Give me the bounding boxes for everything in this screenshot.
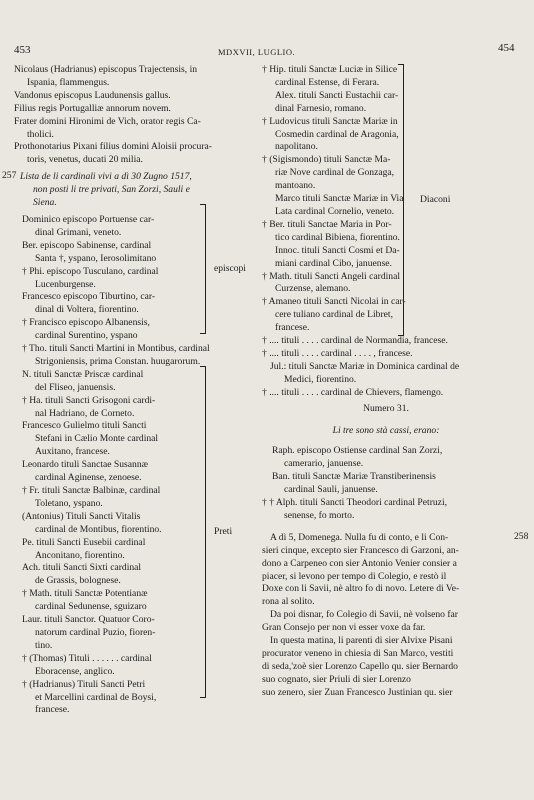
text-line: † .... tituli . . . . cardinal de Chievers, flamengo.: [262, 386, 444, 398]
diaconi-label: Diaconi: [420, 194, 451, 205]
text-line: tholici.: [27, 128, 54, 140]
text-line: † .... tituli . . . . cardinal de Normandia, francese.: [262, 335, 448, 347]
text-line: di seda,'zoè sier Lorenzo Capello qu. sier Bernardo: [262, 660, 458, 672]
text-line: riæ Nove cardinal de Gonzaga,: [275, 167, 395, 179]
text-line: Francesco Gulielmo tituli Sancti: [22, 420, 147, 432]
cassi-title: Li tre sono stà cassi, erano:: [332, 425, 440, 437]
text-line: et Marcellini cardinal de Boysi,: [35, 691, 157, 703]
text-line: (Antonius) Tituli Sancti Vitalis: [22, 510, 141, 522]
text-line: cardinal Sedunense, sguizaro: [35, 601, 147, 613]
diaconi-bracket: [398, 64, 404, 336]
text-line: francese.: [275, 322, 310, 334]
episcopi-label: episcopi: [214, 263, 246, 274]
text-line: In questa matina, li parenti di sier Alvixe Pisani: [270, 635, 453, 647]
text-line: Vandonus episcopus Laudunensis gallus.: [14, 89, 171, 101]
cassi-group: [262, 445, 510, 522]
text-line: Strigoniensis, prima Constan. huugarorum.: [35, 355, 201, 367]
text-line: Da poi disnar, fo Colegio di Savii, nè volseno far: [270, 609, 458, 621]
text-line: A dì 5, Domenega. Nulla fu di conto, e li Con-: [270, 531, 449, 543]
text-line: Siena.: [33, 197, 57, 209]
diaconi-group: [262, 64, 510, 335]
text-line: Marco tituli Sanctæ Mariæ in Via: [275, 193, 404, 205]
text-line: cardinal Surentino, yspano: [35, 330, 138, 342]
text-line: cardinal Sauli, januense.: [284, 484, 378, 496]
text-line: Alex. tituli Sancti Eustachii car-: [275, 89, 399, 101]
text-line: † Math. tituli Sanctæ Potentianæ: [22, 588, 148, 600]
text-line: Gran Consejo per non vi esser voxe da far.: [262, 622, 426, 634]
text-line: Lata cardinal Cornelio, veneto.: [275, 205, 395, 217]
more-cardinals: [262, 335, 510, 400]
episcopi-bracket: [200, 204, 206, 334]
text-line: Nicolaus (Hadrianus) episcopus Trajectensis, in: [14, 64, 198, 75]
text-line: Prothonotarius Pixani filius domini Aloisii procura-: [14, 141, 212, 153]
text-line: napolitano.: [275, 141, 318, 153]
text-line: cardinal de Montibus, fiorentino.: [35, 523, 162, 535]
right-column: [262, 64, 510, 700]
text-line: Filius regis Portugalliæ annorum novem.: [14, 102, 171, 114]
text-line: † Francisco episcopo Albanensis,: [22, 317, 150, 329]
text-line: † Hip. tituli Sanctæ Luciæ in Silice: [262, 64, 398, 75]
text-line: rona al solito.: [262, 596, 315, 608]
text-line: Raph. episcopo Ostiense cardinal San Zorzi,: [272, 445, 443, 457]
text-line: † (Sigismondo) tituli Sanctæ Ma-: [262, 154, 391, 166]
text-line: de Grassis, bolognese.: [35, 575, 121, 587]
text-line: mantoano.: [275, 180, 316, 192]
text-line: Auxitano, francese.: [35, 446, 110, 458]
text-line: francese.: [35, 704, 70, 716]
right-page-number: 454: [498, 42, 515, 54]
left-page-number: 453: [14, 44, 31, 56]
text-line: suo zenero, sier Zuan Francesco Justinian qu. sier: [262, 686, 453, 698]
text-line: procurator veneno in chiesia di San Marco, vestiti: [262, 647, 454, 659]
text-line: dinal Farnesio, romano.: [275, 102, 367, 114]
list-title: [14, 171, 254, 210]
text-line: dinal Grimani, veneto.: [35, 226, 122, 238]
text-line: † Tho. tituli Sancti Martini in Montibus, cardinal: [22, 343, 210, 355]
preti-label: Preti: [214, 526, 233, 537]
text-line: Anconitano, fiorentino.: [35, 549, 125, 561]
text-line: Ach. tituli Sancti Sixti cardinal: [22, 562, 142, 574]
episcopi-group: [14, 214, 254, 343]
text-line: Pe. tituli Sancti Eusebii cardinal: [22, 536, 146, 548]
text-line: Stefani in Cælio Monte cardinal: [35, 433, 159, 445]
preti-bracket: [200, 366, 206, 698]
text-line: † † Alph. tituli Sancti Theodori cardinal Petruzi,: [262, 497, 448, 508]
text-line: Ber. episcopo Sabinense, cardinal: [22, 239, 152, 251]
text-line: Santa †, yspano, Ierosolimitano: [35, 252, 157, 264]
text-line: Lucenburgense.: [35, 278, 96, 290]
text-line: piacer, si levono per tempo di Colegio, e restò il: [262, 570, 447, 582]
numero-line: Numero 31.: [363, 402, 409, 414]
running-title: MDXVII, LUGLIO.: [218, 47, 296, 57]
text-line: † Amaneo tituli Sancti Nicolai in car-: [262, 296, 406, 308]
text-line: Leonardo tituli Sanctae Susannæ: [22, 459, 149, 471]
text-line: † .... tituli . . . . cardinal . . . . , francese.: [262, 347, 413, 359]
text-line: Ban. tituli Sanctæ Mariæ Transtiberinensis: [272, 471, 436, 483]
text-line: Ispania, flammengus.: [27, 76, 110, 88]
text-line: Innoc. tituli Sancti Cosmi et Da-: [275, 244, 400, 256]
left-column: [14, 64, 254, 717]
text-line: Dominico episcopo Portuense car-: [22, 213, 155, 225]
text-line: † Fr. tituli Sanctæ Balbinæ, cardinal: [22, 485, 161, 496]
margin-number: 257: [2, 170, 17, 181]
text-line: Frater domini Hironimi de Vich, orator regis Ca-: [14, 115, 201, 127]
text-line: tico cardinal Bibiena, fiorentino.: [275, 231, 400, 243]
text-line: † Phi. episcopo Tusculano, cardinal: [22, 265, 159, 277]
text-line: sieri cinque, excepto sier Francesco di Garzoni, an-: [262, 544, 459, 556]
text-line: tino.: [35, 639, 53, 651]
text-line: cardinal Estense, di Ferara.: [275, 76, 380, 88]
entry-258: [262, 532, 510, 700]
text-line: Laur. tituli Sanctor. Quatuor Coro-: [22, 614, 155, 626]
text-line: † Math. tituli Sancti Angeli cardinal: [262, 270, 401, 282]
text-line: † (Hadrianus) Tituli Sancti Petri: [22, 678, 146, 690]
text-line: senense, fo morto.: [284, 509, 355, 521]
text-line: Toletano, yspano.: [35, 497, 103, 509]
text-line: suo cognato, sier Priuli di sier Lorenzo: [262, 673, 411, 685]
text-line: † Ludovicus tituli Sanctæ Mariæ in: [262, 115, 398, 127]
text-line: miani cardinal Cibo, januense.: [275, 257, 392, 269]
text-line: † Ber. tituli Sanctae Maria in Por-: [262, 218, 392, 230]
text-line: natorum cardinal Puzio, fioren-: [35, 626, 156, 638]
margin-number: 258: [514, 531, 529, 542]
text-line: Jul.: tituli Sanctæ Mariæ in Dominica cardinal de: [270, 360, 460, 372]
text-line: Doxe con li Savii, nè altro fo di novo. Letere di Ve-: [262, 583, 460, 595]
text-line: dono a Carpeneo con sier Antonio Venier consier a: [262, 557, 457, 569]
text-line: cere tuliano cardinal de Libret,: [275, 309, 393, 321]
text-line: Lista de li cardinali vivi a dì 30 Zugno 1517,: [20, 171, 192, 183]
text-line: non posti li tre privati, San Zorzi, Sauli e: [33, 184, 190, 196]
text-line: Curzense, alemano.: [275, 283, 351, 295]
text-line: Medici, fiorentino.: [284, 373, 357, 385]
text-line: † Ha. tituli Sancti Grisogoni cardi-: [22, 394, 156, 406]
text-line: Eboracense, anglico.: [35, 665, 115, 677]
text-line: nal Hadriano, de Corneto.: [35, 407, 135, 419]
text-line: camerario, januense.: [284, 458, 364, 470]
text-line: cardinal Aginense, zenoese.: [35, 472, 142, 484]
text-line: N. tituli Sanctæ Priscæ cardinal: [22, 368, 144, 380]
left-top-block: [14, 64, 254, 167]
text-line: dinal di Voltera, fiorentino.: [35, 304, 139, 316]
text-line: Francesco episcopo Tiburtino, car-: [22, 291, 156, 303]
text-line: Cosmedin cardinal de Aragonia,: [275, 128, 399, 140]
text-line: del Fliseo, januensis.: [35, 381, 116, 393]
text-line: toris, venetus, ducati 20 milia.: [27, 154, 143, 166]
text-line: † (Thomas) Tituli . . . . . . cardinal: [22, 652, 152, 664]
